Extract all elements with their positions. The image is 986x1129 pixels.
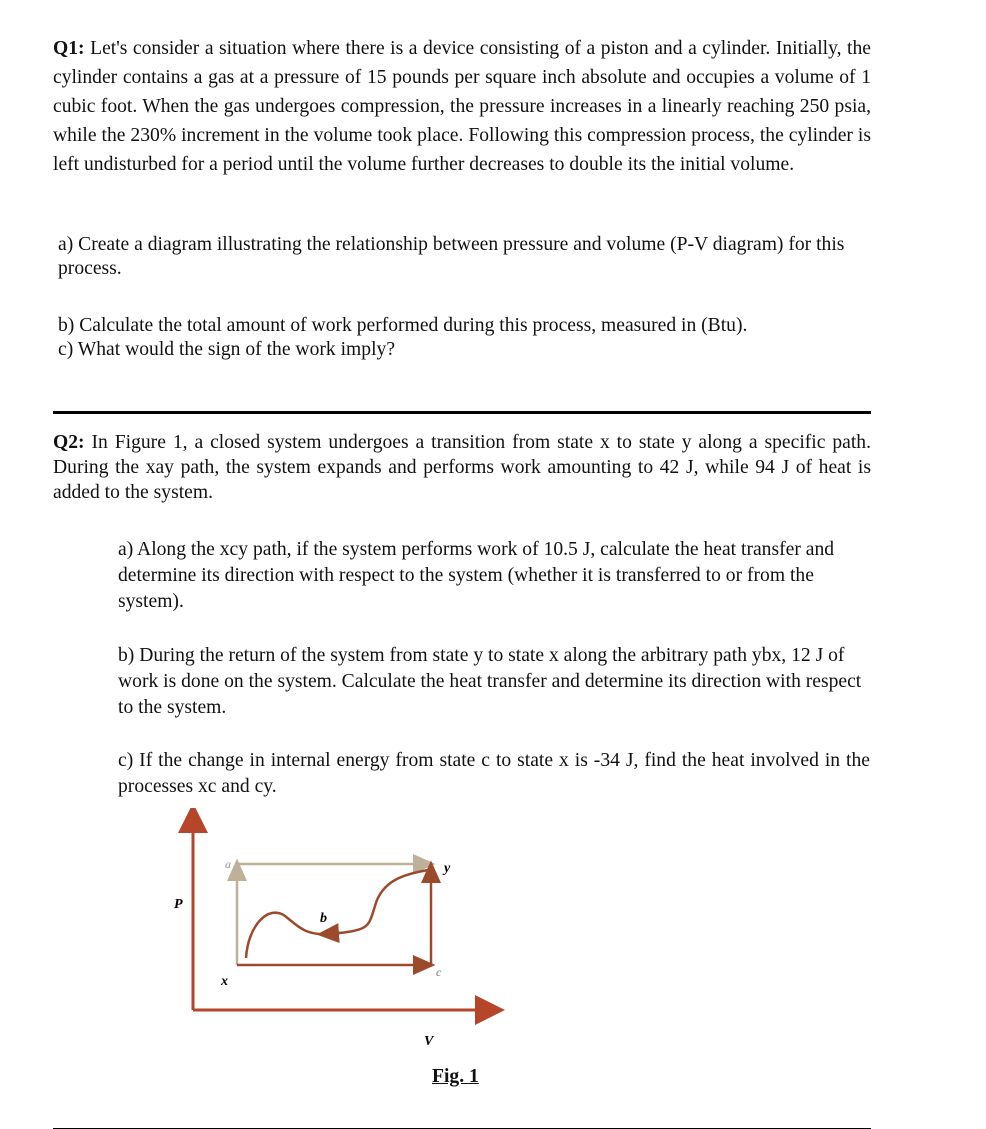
- q2-label: Q2:: [53, 432, 85, 453]
- path-ybx: [246, 870, 428, 958]
- y-label: y: [444, 861, 451, 876]
- figure-caption: Fig. 1: [432, 1066, 479, 1087]
- q1-part-c: c) What would the sign of the work imply?: [58, 339, 396, 360]
- q1-part-a: a) Create a diagram illustrating the relationship between pressure and volume (P-V diagram) for this process.: [58, 234, 845, 279]
- q1-paragraph: [53, 34, 871, 179]
- q1-label: Q1:: [53, 38, 85, 59]
- a-label: a: [225, 857, 231, 871]
- q1-part-b-c: [58, 314, 858, 362]
- v-label: V: [424, 1034, 434, 1049]
- section-divider: [53, 411, 871, 414]
- q2-text: In Figure 1, a closed system undergoes a transition from state x to state y along a specific path. During the xay path, the system expands and performs work amounting to 42 J, while 94 J of heat is added to the system.: [53, 432, 871, 503]
- q1-part-b: b) Calculate the total amount of work performed during this process, measured in (Btu).: [58, 315, 748, 336]
- q1-text: Let's consider a situation where there is a device consisting of a piston and a cylinder. Initially, the cylinder contains a gas at a pressure of 15 pounds per square inch absolute and occupies a volume of 1 cubic foot. When the gas undergoes compression, the pressure increases in a linearly reaching 250 psia, while the 230% increment in the volume took place. Following this compression process, the cylinder is left undisturbed for a period until the volume further decreases to double its the initial volume.: [53, 38, 871, 175]
- c-label: c: [436, 965, 442, 979]
- x-label: x: [221, 974, 228, 989]
- b-label: b: [320, 911, 327, 926]
- q2-part-b: b) During the return of the system from state y to state x along the arbitrary path ybx, 12 J of work is done on the system. Calculate the heat transfer and determine its direction with respect to the system.: [118, 645, 862, 718]
- path-b-arrow: [324, 933, 340, 934]
- q2-part-c: c) If the change in internal energy from state c to state x is -34 J, find the heat involved in the processes xc and cy.: [118, 750, 870, 797]
- p-label: P: [174, 897, 183, 912]
- pv-diagram: [170, 808, 510, 1088]
- q2-paragraph: [53, 430, 871, 505]
- q2-part-a: a) Along the xcy path, if the system performs work of 10.5 J, calculate the heat transfer and determine its direction with respect to the system (whether it is transferred to or from the system).: [118, 539, 835, 612]
